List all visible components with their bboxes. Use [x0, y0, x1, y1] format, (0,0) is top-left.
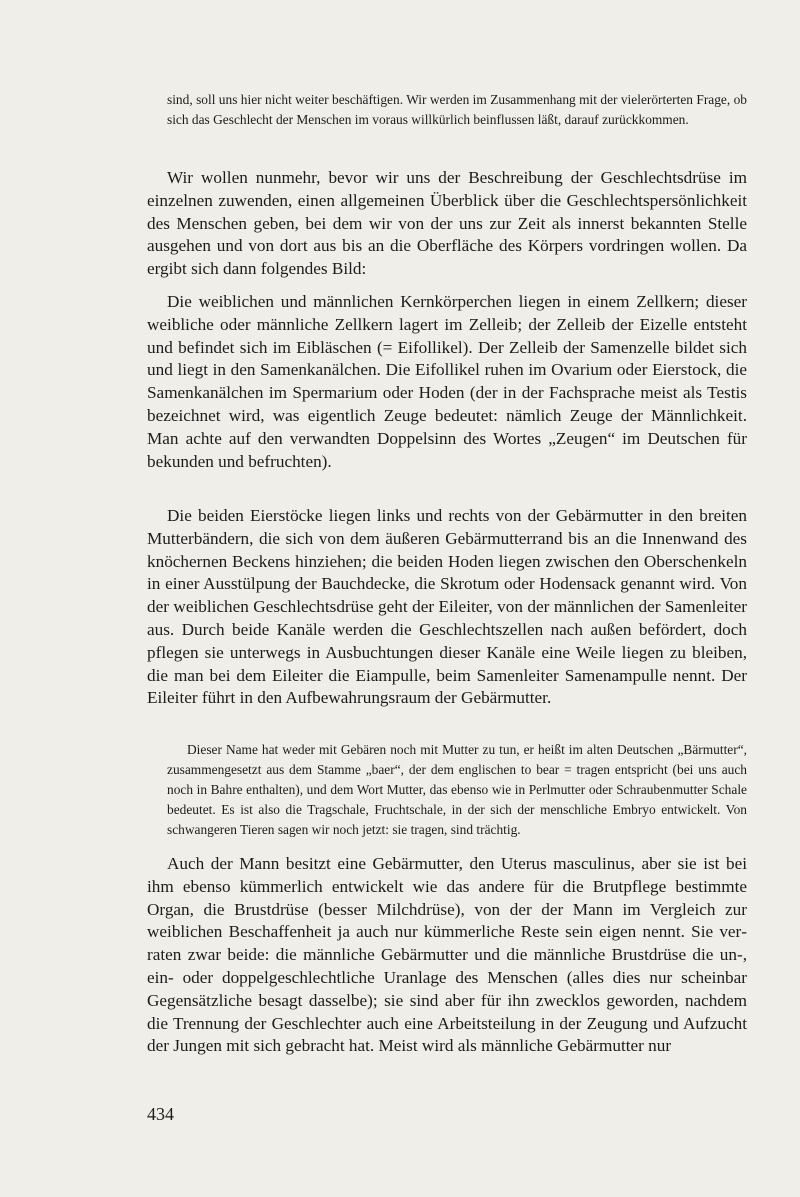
paragraph-uterus-masculinus: Auch der Mann besitzt eine Gebärmutter, den Uterus masculinus, aber sie ist bei ihm ebenso kümmerlich entwickelt wie das andere für die Brutpflege bestimmte Organ, die Brustdrüse (besser Milchdrüse), von der der Mann im Vergleich zur weiblichen Beschaffenheit ja auch nur kümmerliche Reste sein eigen nennt. Sie verraten zwar beide: die männliche Gebärmutter und die männliche Brustdrüse die un-, ein- oder doppelgeschlechtliche Uranlage des Menschen (alles dies nur scheinbar Gegensätzliche besagt dasselbe); sie sind aber für ihn zwecklos geworden, nachdem die Trennung der Geschlechter auch eine Arbeitsteilung in der Zeugung und Aufzucht der Jungen mit sich gebracht hat. Meist wird als männliche Gebärmutter nur: [147, 854, 747, 1056]
footnote: Dieser Name hat weder mit Gebären noch mit Mutter zu tun, er heißt im alten Deutschen „Bärmutter“, zusammengesetzt aus dem Stamme „baer“, der dem englischen to bear = tragen entspricht (bei uns auch noch in Bahre enthalten), und dem Wort Mutter, das ebenso wie in Perlmutter oder Schraubenmutter Schale bedeutet. Es ist also die Tragschale, Fruchtschale, in der sich der menschliche Embryo entwickelt. Von schwangeren Tieren sagen wir noch jetzt: sie tragen, sind trächtig.: [167, 742, 747, 837]
paragraph-eierstoecke: Die beiden Eierstöcke liegen links und rechts von der Gebärmutter in den breiten Mutterbändern, die sich von dem äußeren Gebärmutterrand bis an die Innenwand des knöchernen Beckens hinziehen; die beiden Hoden liegen zwischen den Oberschenkeln in einer Ausstülpung der Bauchdecke, die Skrotum oder Hodensack genannt wird. Von der weiblichen Geschlechtsdrüse geht der Eileiter, von der männlichen der Samenleiter aus. Durch beide Kanäle werden die Geschlechtszellen nach außen befördert, doch pflegen sie unterwegs in Ausbuchtungen dieser Kanäle eine Weile liegen zu bleiben, die man bei dem Eileiter die Eiampulle, beim Samenleiter Samenampulle nennt. Der Eileiter führt in den Aufbewahrungsraum der Gebärmutter.: [147, 506, 747, 708]
top-paragraph: sind, soll uns hier nicht weiter beschäftigen. Wir werden im Zusammenhang mit der vielerörterten Frage, ob sich das Geschlecht der Menschen im voraus willkürlich beinflussen läßt, darauf zurückkommen.: [167, 92, 747, 127]
paragraph-overview: Wir wollen nunmehr, bevor wir uns der Beschreibung der Geschlechtsdrüse im einzelnen zuwenden, einen allgemeinen Überblick über die Geschlechtspersönlichkeit des Menschen geben, bei dem wir von der uns zur Zeit als innerst bekannten Stelle ausgehen und von dort aus bis an die Oberfläche des Körpers vordringen wollen. Da ergibt sich dann folgendes Bild:: [147, 168, 747, 279]
page-number: 434: [147, 1104, 174, 1124]
paragraph-kernkoerperchen: Die weiblichen und männlichen Kernkörperchen liegen in einem Zellkern; dieser weibliche oder männliche Zellkern lagert im Zelleib; der Zelleib der Eizelle entsteht und befindet sich im Eibläschen (= Eifollikel). Der Zelleib der Samenzelle bildet sich und liegt in den Samenkanälchen. Die Eifollikel ruhen im Ovarium oder Eierstock, die Samenkanälchen im Spermarium oder Hoden (der in der Fachsprache meist als Testis bezeichnet wird, was eigentlich Zeuge bedeutet: nämlich Zeuge der Männlichkeit. Man achte auf den verwandten Doppelsinn des Wortes „Zeugen“ im Deutschen für bekunden und befruchten).: [147, 292, 747, 471]
